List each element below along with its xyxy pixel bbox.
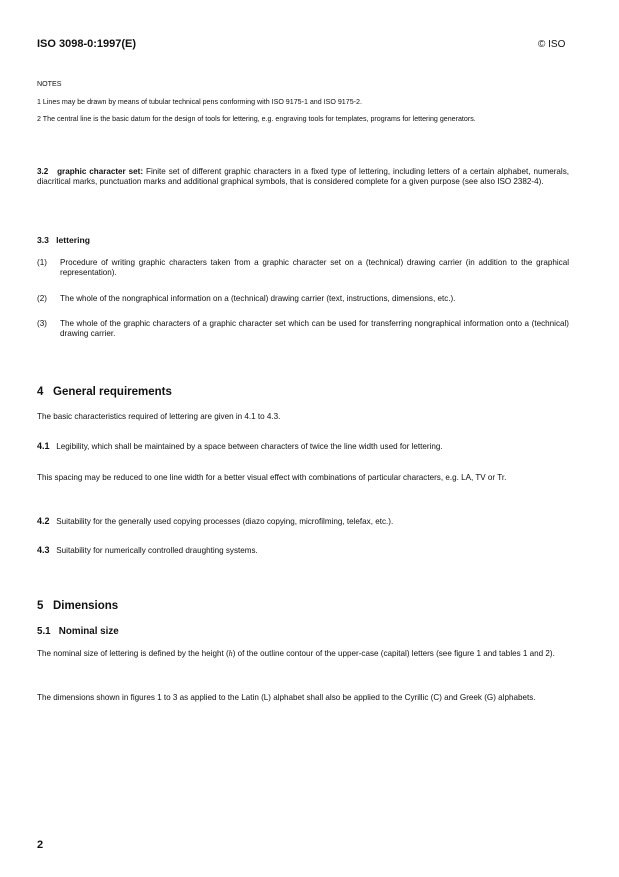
clause-3-3-term: lettering [56, 235, 91, 245]
clause-3-2-text: Finite set of different graphic characters in a fixed type of lettering, including letters of a certain alphabet, numerals, diacritical marks, punctuation marks and additional graphical symbols, that is considered complete for a given purpose (see also ISO 2382-4). [37, 167, 570, 187]
clause-3-2-number: 3.2 [37, 167, 49, 176]
clause-5-1-paragraph-2: The dimensions shown in figures 1 to 3 as applied to the Latin (L) alphabet shall also be applied to the Cyrillic (C) and Greek (G) alphabets. [37, 693, 536, 702]
clause-5-1-title: Nominal size [58, 626, 119, 637]
section-4-intro: The basic characteristics required of lettering are given in 4.1 to 4.3. [37, 412, 281, 421]
clause-4-1-number: 4.1 [37, 441, 50, 451]
list-item-number: (2) [37, 294, 47, 303]
clause-4-1-text: Legibility, which shall be maintained by a space between characters of twice the line width used for lettering. [56, 442, 443, 451]
list-item-text: The whole of the graphic characters of a graphic character set which can be used for transferring nongraphical information onto a (technical) drawing carrier. [60, 319, 569, 339]
clause-4-2-text: Suitability for the generally used copying processes (diazo copying, microfilming, telefax, etc.). [56, 517, 394, 526]
section-4-number: 4 [37, 386, 44, 398]
section-5-title: Dimensions [53, 600, 119, 612]
clause-3-3-number: 3.3 [37, 235, 49, 245]
clause-4-2-number: 4.2 [37, 516, 50, 526]
clause-4-1 [37, 441, 569, 452]
list-item-text: The whole of the nongraphical information on a (technical) drawing carrier (text, instructions, dimensions, etc.). [60, 294, 456, 303]
notes-title: NOTES [37, 80, 62, 88]
section-4-heading [37, 386, 172, 398]
note-2: 2 The central line is the basic datum for the design of tools for lettering, e.g. engraving tools for templates, programs for lettering generators. [37, 115, 476, 123]
height-symbol: h [228, 649, 233, 658]
clause-5-1-paragraph-1 [37, 649, 569, 659]
list-item [37, 258, 569, 278]
clause-3-3-heading [37, 235, 90, 245]
clause-5-1-heading [37, 626, 119, 637]
paragraph-text: ) of the outline contour of the upper-case (capital) letters (see figure 1 and tables 1 and 2). [232, 649, 555, 658]
list-item-text: Procedure of writing graphic characters taken from a graphic character set on a (technical) drawing carrier (in addition to the graphical representation). [60, 258, 569, 278]
clause-4-3-text: Suitability for numerically controlled draughting systems. [56, 546, 258, 555]
clause-4-3-number: 4.3 [37, 545, 50, 555]
copyright-mark: © ISO [538, 39, 566, 50]
clause-3-2-term: graphic character set: [57, 167, 144, 176]
note-1: 1 Lines may be drawn by means of tubular technical pens conforming with ISO 9175-1 and ISO 9175-2. [37, 98, 362, 106]
list-item [37, 294, 569, 304]
list-item-number: (3) [37, 319, 47, 328]
section-5-number: 5 [37, 600, 44, 612]
list-item-number: (1) [37, 258, 47, 267]
clause-5-1-number: 5.1 [37, 626, 51, 637]
clause-4-2 [37, 516, 569, 527]
section-5-heading [37, 600, 118, 612]
clause-4-3 [37, 545, 569, 556]
clause-4-1-note: This spacing may be reduced to one line width for a better visual effect with combinations of particular characters, e.g. LA, TV or Tr. [37, 473, 507, 482]
list-item [37, 319, 569, 339]
section-4-title: General requirements [53, 386, 172, 398]
document-id: ISO 3098-0:1997(E) [37, 38, 137, 50]
paragraph-text: The nominal size of lettering is defined by the height ( [37, 649, 229, 658]
page-number: 2 [37, 839, 44, 851]
clause-3-2 [37, 167, 569, 187]
